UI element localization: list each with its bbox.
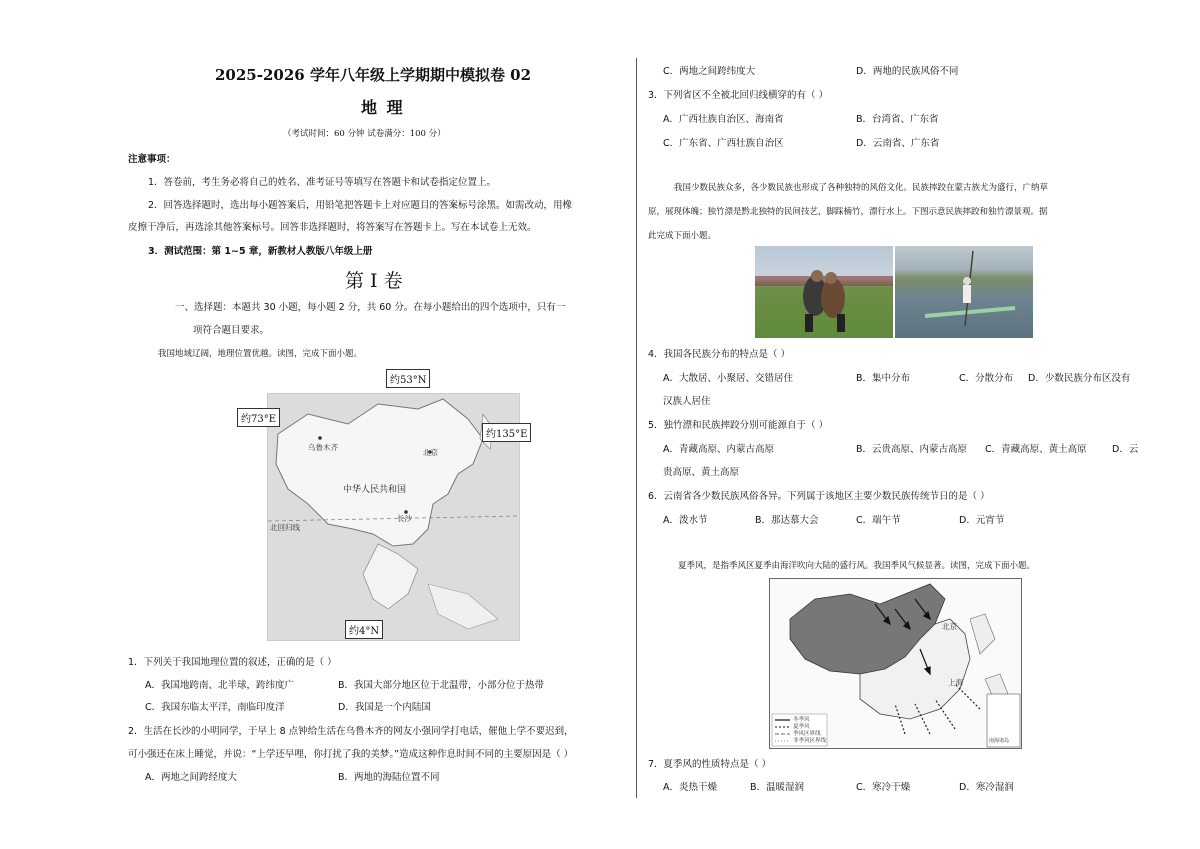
inset-south-china-sea: 南海诸岛: [989, 738, 1010, 744]
map-label-urumqi: 乌鲁木齐: [308, 443, 338, 452]
q5-stem: 5．独竹漂和民族摔跤分别可能源自于（ ）: [648, 420, 829, 431]
q4-stem: 4．我国各民族分布的特点是（ ）: [648, 349, 791, 360]
intro-culture-a: 我国少数民族众多，各少数民族也形成了各种独特的风俗文化。民族摔跤在蒙古族尤为盛行，广纳草: [674, 183, 1049, 193]
map2-label-beijing: 北京: [942, 622, 957, 631]
q7-option-b: B．温暖湿润: [750, 782, 805, 793]
q1-option-a: A．我国地跨南、北半球，跨纬度广: [145, 680, 294, 691]
notice-item-2a: 2．回答选择题时，选出每小题答案后，用铅笔把答题卡上对应题目的答案标号涂黑。如需改动，用橡: [148, 200, 573, 211]
column-divider: [636, 58, 637, 798]
notice-item-3: 3．测试范围：第 1~5 章，新教材人教版八年级上册: [148, 246, 373, 257]
q7-stem: 7．夏季风的性质特点是（ ）: [648, 759, 772, 770]
monsoon-map: [769, 578, 1022, 749]
q5-option-d: D．云: [1112, 444, 1139, 455]
q6-option-c: C．端午节: [856, 515, 901, 526]
q6-option-d: D．元宵节: [959, 515, 1005, 526]
q1-option-c: C．我国东临太平洋，南临印度洋: [145, 702, 285, 713]
q3-option-a: A．广西壮族自治区、海南省: [663, 114, 784, 125]
q3-option-c: C．广东省、广西壮族自治区: [663, 138, 784, 149]
volume-title: 第 I 卷: [345, 270, 403, 292]
q3-stem: 3．下列省区不全被北回归线横穿的有（ ）: [648, 90, 829, 101]
q2-option-c: C．两地之间跨纬度大: [663, 66, 756, 77]
section-instruction-a: 一、选择题：本题共 30 小题，每小题 2 分，共 60 分。在每小题给出的四个选项中，只有一: [175, 302, 566, 313]
map-label-beijing: 北京: [423, 448, 438, 457]
map-label-tropic: 北回归线: [270, 523, 300, 532]
q2-stem-b: 可小强还在床上睡觉，并说：“上学还早哩，你打扰了我的美梦。”造成这种作息时间不同的主要原因是（ ）: [128, 749, 574, 760]
q4-option-a: A．大散居、小聚居、交错居住: [663, 373, 793, 384]
callout-73e: 约73°E: [237, 408, 280, 427]
intro-culture-c: 此完成下面小题。: [648, 231, 717, 241]
callout-53n: 约53°N: [386, 369, 430, 388]
notice-heading: 注意事项：: [128, 154, 176, 165]
map2-label-shanghai: 上海: [948, 678, 963, 687]
legend-winter-monsoon: 冬季风: [793, 717, 810, 723]
wrestling-photo: [755, 246, 893, 338]
legend-monsoon-boundary: 季风区界线: [793, 731, 821, 737]
q7-option-d: D．寒冷湿润: [959, 782, 1014, 793]
q3-option-d: D．云南省、广东省: [856, 138, 940, 149]
notice-item-1: 1．答卷前，考生务必将自己的姓名、准考证号等填写在答题卡和试卷指定位置上。: [148, 177, 497, 188]
q7-option-c: C．寒冷干燥: [856, 782, 911, 793]
exam-time-info: （考试时间：60 分钟 试卷满分：100 分）: [283, 129, 446, 139]
section-instruction-b: 项符合题目要求。: [193, 325, 270, 336]
q5-option-b: B．云贵高原、内蒙古高原: [856, 444, 968, 455]
q2-option-a: A．两地之间跨经度大: [145, 772, 237, 783]
map-label-changsha: 长沙: [397, 514, 412, 523]
q2-stem-a: 2．生活在长沙的小明同学，于早上 8 点钟给生活在乌鲁木齐的网友小强同学打电话，催他上学不要迟到，: [128, 726, 574, 737]
exam-title: 2025-2026 学年八年级上学期期中模拟卷 02: [215, 66, 532, 84]
q2-option-d: D．两地的民族风俗不同: [856, 66, 959, 77]
map-label-country: 中华人民共和国: [343, 485, 407, 495]
q5-option-a: A．青藏高原、内蒙古高原: [663, 444, 774, 455]
q4-option-d: D．少数民族分布区没有: [1028, 373, 1131, 384]
notice-item-2b: 皮擦干净后，再选涂其他答案标号。回答非选择题时，将答案写在答题卡上。写在本试卷上无效。: [128, 222, 537, 233]
q1-stem: 1．下列关于我国地理位置的叙述，正确的是（ ）: [128, 657, 337, 668]
legend-nonmonsoon-boundary: 非季风区界线: [793, 738, 827, 744]
q5-option-d-cont: 贵高原、黄土高原: [663, 467, 740, 478]
q6-stem: 6．云南省各少数民族风俗各异。下列属于该地区主要少数民族传统节日的是（ ）: [648, 491, 990, 502]
intro-monsoon: 夏季风，是指季风区夏季由海洋吹向大陆的盛行风。我国季风气候显著。读图，完成下面小题。: [678, 561, 1036, 571]
q4-option-c: C．分散分布: [959, 373, 1014, 384]
callout-4n: 约4°N: [345, 620, 383, 639]
subject-title: 地 理: [361, 98, 405, 117]
q2-option-b: B．两地的海陆位置不同: [338, 772, 440, 783]
q4-option-d-cont: 汉族人居住: [663, 396, 711, 407]
intro-map1: 我国地域辽阔，地理位置优越。读图，完成下面小题。: [158, 349, 363, 359]
bamboo-drifting-photo: [895, 246, 1033, 338]
intro-culture-b: 原，展现体魄；独竹漂是黔北独特的民间技艺，脚踩楠竹，漂行水上。下图示意民族摔跤和独竹漂景观。据: [648, 207, 1048, 217]
q1-option-b: B．我国大部分地区位于北温带，小部分位于热带: [338, 680, 545, 691]
legend-summer-monsoon: 夏季风: [793, 724, 810, 730]
q6-option-a: A．泼水节: [663, 515, 708, 526]
q7-option-a: A．炎热干燥: [663, 782, 717, 793]
q4-option-b: B．集中分布: [856, 373, 911, 384]
q3-option-b: B．台湾省、广东省: [856, 114, 939, 125]
q5-option-c: C．青藏高原、黄土高原: [985, 444, 1087, 455]
q6-option-b: B．那达慕大会: [755, 515, 819, 526]
q1-option-d: D．我国是一个内陆国: [338, 702, 431, 713]
callout-135e: 约135°E: [482, 423, 531, 442]
